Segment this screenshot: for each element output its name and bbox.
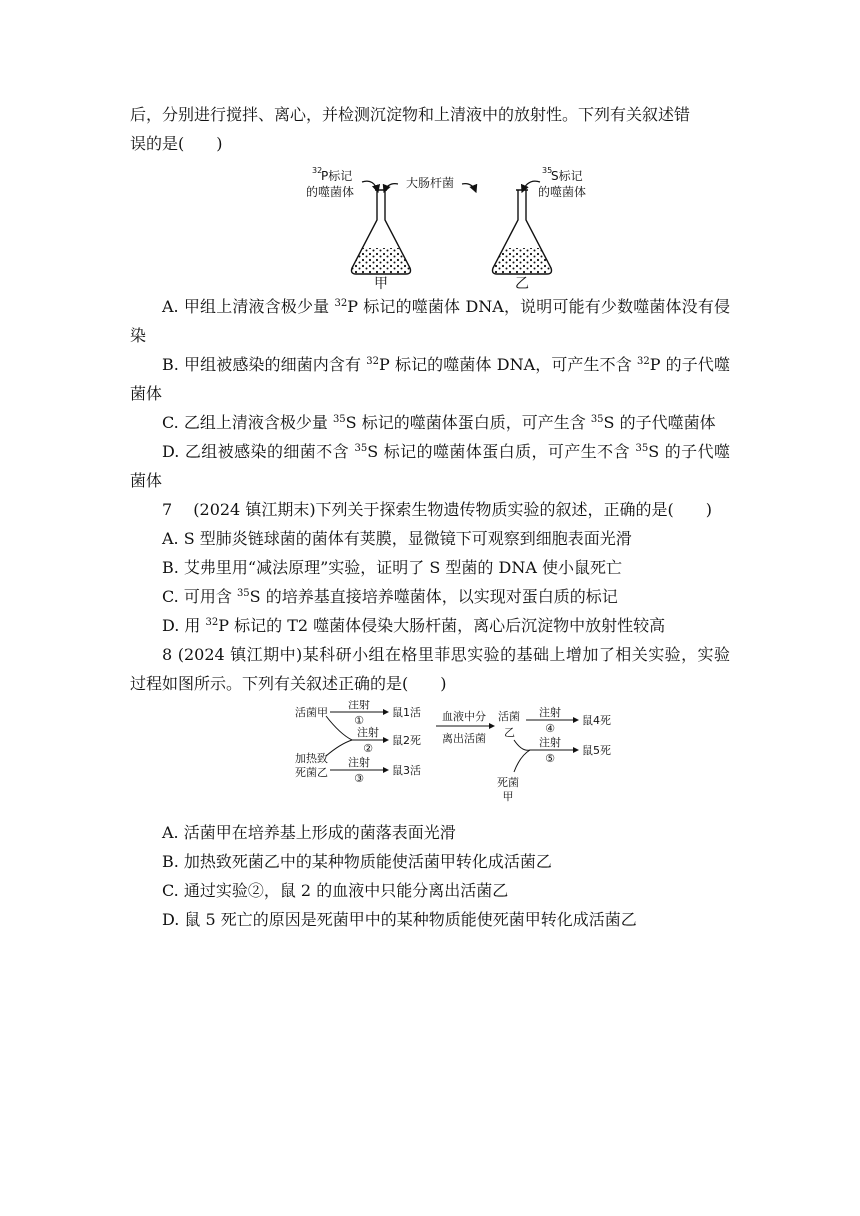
mouse-3: 鼠3活 [392, 764, 421, 777]
q8-option-d: D. 鼠 5 死亡的原因是死菌甲中的某种物质能使死菌甲转化成活菌乙 [162, 910, 637, 929]
heat-killed-2: 死菌乙 [295, 766, 328, 779]
q8-stem: 8 (2024 镇江期中)某科研小组在格里菲思实验的基础上增加了相关实验，实验过程如图所示。下列有关叙述正确的是( ) [130, 645, 730, 693]
mouse-2: 鼠2死 [392, 734, 421, 747]
q8-option-c: C. 通过实验②，鼠 2 的血液中只能分离出活菌乙 [162, 881, 509, 900]
q7-option-b: B. 艾弗里用“减法原理”实验，证明了 S 型菌的 DNA 使小鼠死亡 [162, 558, 622, 577]
live-bacteria-a: 活菌甲 [295, 706, 328, 719]
q7-option-d: D. 用 $^{32}$P 标记的 T2 噬菌体侵染大肠杆菌，离心后沉淀物中放射性较高 [162, 616, 666, 635]
q6-option-c: C. 乙组上清液含极少量 $^{35}$S 标记的噬菌体蛋白质，可产生含 $^{35}$S 的子代噬菌体 [162, 413, 716, 432]
mouse-1: 鼠1活 [392, 706, 421, 719]
mouse-5: 鼠5死 [582, 744, 611, 757]
blood-sep-1: 血液中分 [442, 710, 486, 723]
inject-label-1: 注射 [348, 700, 370, 711]
q6-option-a: A. 甲组上清液含极少量 $^{32}$P 标记的噬菌体 DNA，说明可能有少数噬菌体没有侵染 [130, 297, 730, 345]
flask-right-label: 乙 [515, 276, 529, 290]
right-label-1: S标记 [551, 169, 583, 183]
inject-label-4: 注射 [539, 706, 561, 719]
inject-label-5: 注射 [539, 736, 561, 749]
q7-option-a: A. S 型肺炎链球菌的菌体有荚膜，显微镜下可观察到细胞表面光滑 [162, 529, 632, 548]
step-4: ④ [545, 722, 555, 735]
flask-left-label: 甲 [374, 276, 388, 290]
live-bacteria-b-1: 活菌 [498, 710, 520, 723]
arrow-center-right [462, 184, 476, 192]
q6-option-d: D. 乙组被感染的细菌不含 $^{35}$S 标记的噬菌体蛋白质，可产生不含 $^{35}$S 的子代噬菌体 [130, 442, 730, 490]
q7-stem: 7 (2024 镇江期末)下列关于探索生物遗传物质实验的叙述，正确的是( ) [162, 500, 713, 519]
q6-option-b: B. 甲组被感染的细菌内含有 $^{32}$P 标记的噬菌体 DNA，可产生不含 $^{32}$P 的子代噬菌体 [130, 355, 730, 403]
dead-bacteria-a-1: 死菌 [497, 776, 519, 789]
mouse-4: 鼠4死 [582, 714, 611, 727]
arrow-center-left [384, 184, 398, 192]
right-label-sup: 35 [542, 166, 553, 175]
center-label: 大肠杆菌 [405, 176, 455, 190]
q7-option-c: C. 可用含 $^{35}$S 的培养基直接培养噬菌体，以实现对蛋白质的标记 [162, 587, 618, 606]
step-1: ① [354, 714, 364, 727]
left-label-1: P标记 [321, 169, 353, 183]
q6-stem-line2: 误的是( ) [130, 134, 223, 153]
inject-label-3: 注射 [348, 756, 370, 769]
heat-killed-1: 加热致 [295, 752, 328, 765]
phage-flask-figure [130, 162, 730, 290]
step-5: ⑤ [545, 752, 555, 765]
page-content [130, 100, 730, 934]
dead-bacteria-a-2: 甲 [502, 790, 514, 803]
flask-diagram [130, 162, 730, 290]
blood-sep-2: 离出活菌 [442, 732, 486, 745]
flask-left [352, 190, 411, 274]
inject-label-2: 注射 [357, 726, 379, 739]
step-2: ② [363, 742, 373, 755]
flask-right [493, 190, 552, 274]
live-bacteria-b-2: 乙 [504, 726, 515, 739]
right-label-2: 的噬菌体 [538, 185, 587, 199]
left-label-2: 的噬菌体 [306, 185, 355, 199]
q6-stem-line1: 后，分别进行搅拌、离心，并检测沉淀物和上清液中的放射性。下列有关叙述错 [130, 105, 691, 124]
q8-option-a: A. 活菌甲在培养基上形成的菌落表面光滑 [162, 823, 456, 842]
griffith-experiment-figure [130, 700, 730, 812]
griffith-diagram [130, 700, 730, 812]
step-3: ③ [354, 772, 364, 785]
q8-option-b: B. 加热致死菌乙中的某种物质能使活菌甲转化成活菌乙 [162, 852, 552, 871]
left-label-sup: 32 [312, 166, 323, 175]
